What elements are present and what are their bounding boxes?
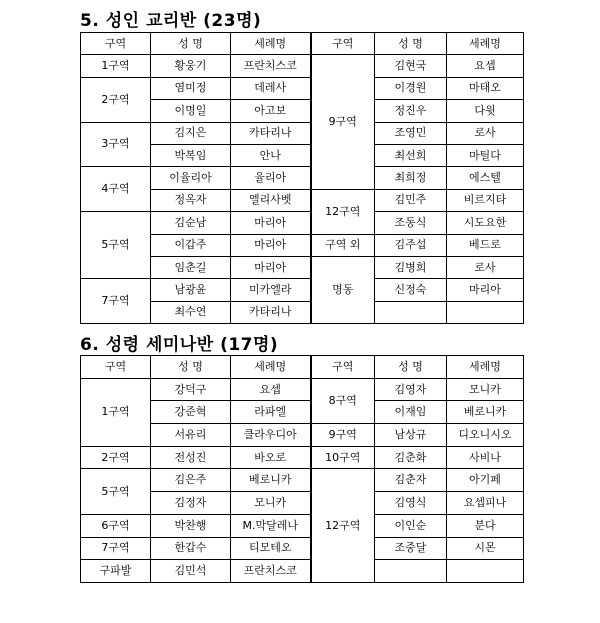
spirit-seminar-table: [80, 355, 524, 583]
name-cell: 염미정: [151, 77, 231, 99]
table-row: [81, 514, 524, 537]
baptism-name-cell: 아기페: [447, 469, 524, 492]
baptism-name-cell: 요셉: [447, 55, 524, 77]
area-cell: 5구역: [81, 212, 151, 279]
area-cell: 구파발: [81, 560, 151, 583]
name-cell: 조중달: [375, 537, 447, 560]
name-cell: 정진우: [375, 100, 447, 122]
area-cell: 5구역: [81, 469, 151, 514]
name-cell: 한갑수: [151, 537, 231, 560]
area-cell: 4구역: [81, 167, 151, 212]
area-cell: 6구역: [81, 514, 151, 537]
baptism-name-cell: 마리아: [231, 256, 311, 278]
name-cell: 이명일: [151, 100, 231, 122]
baptism-name-cell: 로사: [447, 256, 524, 278]
section-title-adult-catechism: 5. 성인 교리반 (23명): [80, 11, 262, 31]
baptism-name-cell: 프란치스코: [231, 55, 311, 77]
table-row: [81, 212, 524, 234]
baptism-name-cell: 로사: [447, 122, 524, 144]
table-row: [81, 77, 524, 99]
table-row: [81, 55, 524, 77]
baptism-name-cell: 라파엘: [231, 401, 311, 424]
name-cell: 강덕구: [151, 378, 231, 401]
baptism-name-cell: 미카엘라: [231, 279, 311, 301]
baptism-name-cell: 베로니카: [231, 469, 311, 492]
table-row: [81, 560, 524, 583]
name-cell: 이갑주: [151, 234, 231, 256]
column-header-baptism-name: 세례명: [447, 33, 524, 55]
section-title-spirit-seminar: 6. 성령 세미나반 (17명): [80, 335, 279, 355]
name-cell: 김현국: [375, 55, 447, 77]
column-header-area: 구역: [311, 33, 375, 55]
baptism-name-cell: 카타리나: [231, 122, 311, 144]
baptism-name-cell: 프란치스코: [231, 560, 311, 583]
column-header-name: 성 명: [375, 356, 447, 379]
area-cell: 9구역: [311, 55, 375, 189]
baptism-name-cell: 모니카: [447, 378, 524, 401]
name-cell: 이율리아: [151, 167, 231, 189]
column-header-area: 구역: [81, 33, 151, 55]
column-header-name: 성 명: [375, 33, 447, 55]
name-cell: 김정자: [151, 492, 231, 515]
baptism-name-cell: [447, 301, 524, 323]
baptism-name-cell: 시몬: [447, 537, 524, 560]
area-cell: 10구역: [311, 446, 375, 469]
baptism-name-cell: 요셉: [231, 378, 311, 401]
table-row: [81, 446, 524, 469]
area-cell: 3구역: [81, 122, 151, 167]
area-cell: 7구역: [81, 537, 151, 560]
column-header-name: 성 명: [151, 356, 231, 379]
area-cell: 12구역: [311, 469, 375, 582]
name-cell: 김순남: [151, 212, 231, 234]
column-header-baptism-name: 세례명: [447, 356, 524, 379]
baptism-name-cell: 데레사: [231, 77, 311, 99]
baptism-name-cell: 아고보: [231, 100, 311, 122]
name-cell: 이인순: [375, 514, 447, 537]
column-header-area: 구역: [311, 356, 375, 379]
baptism-name-cell: 엘리사벳: [231, 189, 311, 211]
name-cell: 남광윤: [151, 279, 231, 301]
baptism-name-cell: 모니카: [231, 492, 311, 515]
baptism-name-cell: 요셉피나: [447, 492, 524, 515]
baptism-name-cell: M.막달레나: [231, 514, 311, 537]
name-cell: 정옥자: [151, 189, 231, 211]
name-cell: 김주섭: [375, 234, 447, 256]
name-cell: 신정숙: [375, 279, 447, 301]
area-cell: 12구역: [311, 189, 375, 234]
name-cell: 서유리: [151, 424, 231, 447]
name-cell: 김춘자: [375, 469, 447, 492]
baptism-name-cell: 베로니카: [447, 401, 524, 424]
baptism-name-cell: 에스텔: [447, 167, 524, 189]
baptism-name-cell: 바오로: [231, 446, 311, 469]
baptism-name-cell: 분다: [447, 514, 524, 537]
baptism-name-cell: 마리아: [231, 234, 311, 256]
name-cell: 황웅기: [151, 55, 231, 77]
name-cell: 강준혁: [151, 401, 231, 424]
table-row: [81, 279, 524, 301]
name-cell: 조동식: [375, 212, 447, 234]
header-row: [81, 356, 524, 379]
name-cell: 남상규: [375, 424, 447, 447]
name-cell: 김영식: [375, 492, 447, 515]
baptism-name-cell: 티모테오: [231, 537, 311, 560]
area-cell: 2구역: [81, 77, 151, 122]
name-cell: 김영자: [375, 378, 447, 401]
name-cell: 이재임: [375, 401, 447, 424]
area-cell: 8구역: [311, 378, 375, 423]
table-row: [81, 537, 524, 560]
name-cell: 김병희: [375, 256, 447, 278]
baptism-name-cell: 사비나: [447, 446, 524, 469]
baptism-name-cell: 안나: [231, 144, 311, 166]
name-cell: 김민석: [151, 560, 231, 583]
area-cell: 구역 외: [311, 234, 375, 256]
baptism-name-cell: 율리아: [231, 167, 311, 189]
name-cell: 최희정: [375, 167, 447, 189]
name-cell: 조영민: [375, 122, 447, 144]
name-cell: 박복임: [151, 144, 231, 166]
column-header-baptism-name: 세례명: [231, 356, 311, 379]
name-cell: 김민주: [375, 189, 447, 211]
name-cell: 임춘길: [151, 256, 231, 278]
adult-catechism-table: [80, 32, 524, 324]
baptism-name-cell: 디오니시오: [447, 424, 524, 447]
baptism-name-cell: 클라우디아: [231, 424, 311, 447]
column-header-area: 구역: [81, 356, 151, 379]
column-header-baptism-name: 세례명: [231, 33, 311, 55]
baptism-name-cell: 마틸다: [447, 144, 524, 166]
column-header-name: 성 명: [151, 33, 231, 55]
area-cell: 1구역: [81, 378, 151, 446]
name-cell: 최수연: [151, 301, 231, 323]
baptism-name-cell: 시도요한: [447, 212, 524, 234]
name-cell: [375, 301, 447, 323]
baptism-name-cell: 마태오: [447, 77, 524, 99]
table-row: [81, 122, 524, 144]
name-cell: 전성진: [151, 446, 231, 469]
baptism-name-cell: 비르지타: [447, 189, 524, 211]
table-row: [81, 469, 524, 492]
name-cell: 김은주: [151, 469, 231, 492]
baptism-name-cell: 베드로: [447, 234, 524, 256]
area-cell: 9구역: [311, 424, 375, 447]
name-cell: 김춘화: [375, 446, 447, 469]
baptism-name-cell: 다윗: [447, 100, 524, 122]
baptism-name-cell: [447, 560, 524, 583]
name-cell: 최선희: [375, 144, 447, 166]
baptism-name-cell: 마리아: [447, 279, 524, 301]
name-cell: 김지은: [151, 122, 231, 144]
area-cell: 2구역: [81, 446, 151, 469]
name-cell: [375, 560, 447, 583]
area-cell: 명동: [311, 256, 375, 323]
baptism-name-cell: 마리아: [231, 212, 311, 234]
baptism-name-cell: 카타리나: [231, 301, 311, 323]
name-cell: 이경원: [375, 77, 447, 99]
table-row: [81, 378, 524, 401]
area-cell: 1구역: [81, 55, 151, 77]
table-row: [81, 167, 524, 189]
name-cell: 박찬행: [151, 514, 231, 537]
area-cell: 7구역: [81, 279, 151, 324]
header-row: [81, 33, 524, 55]
